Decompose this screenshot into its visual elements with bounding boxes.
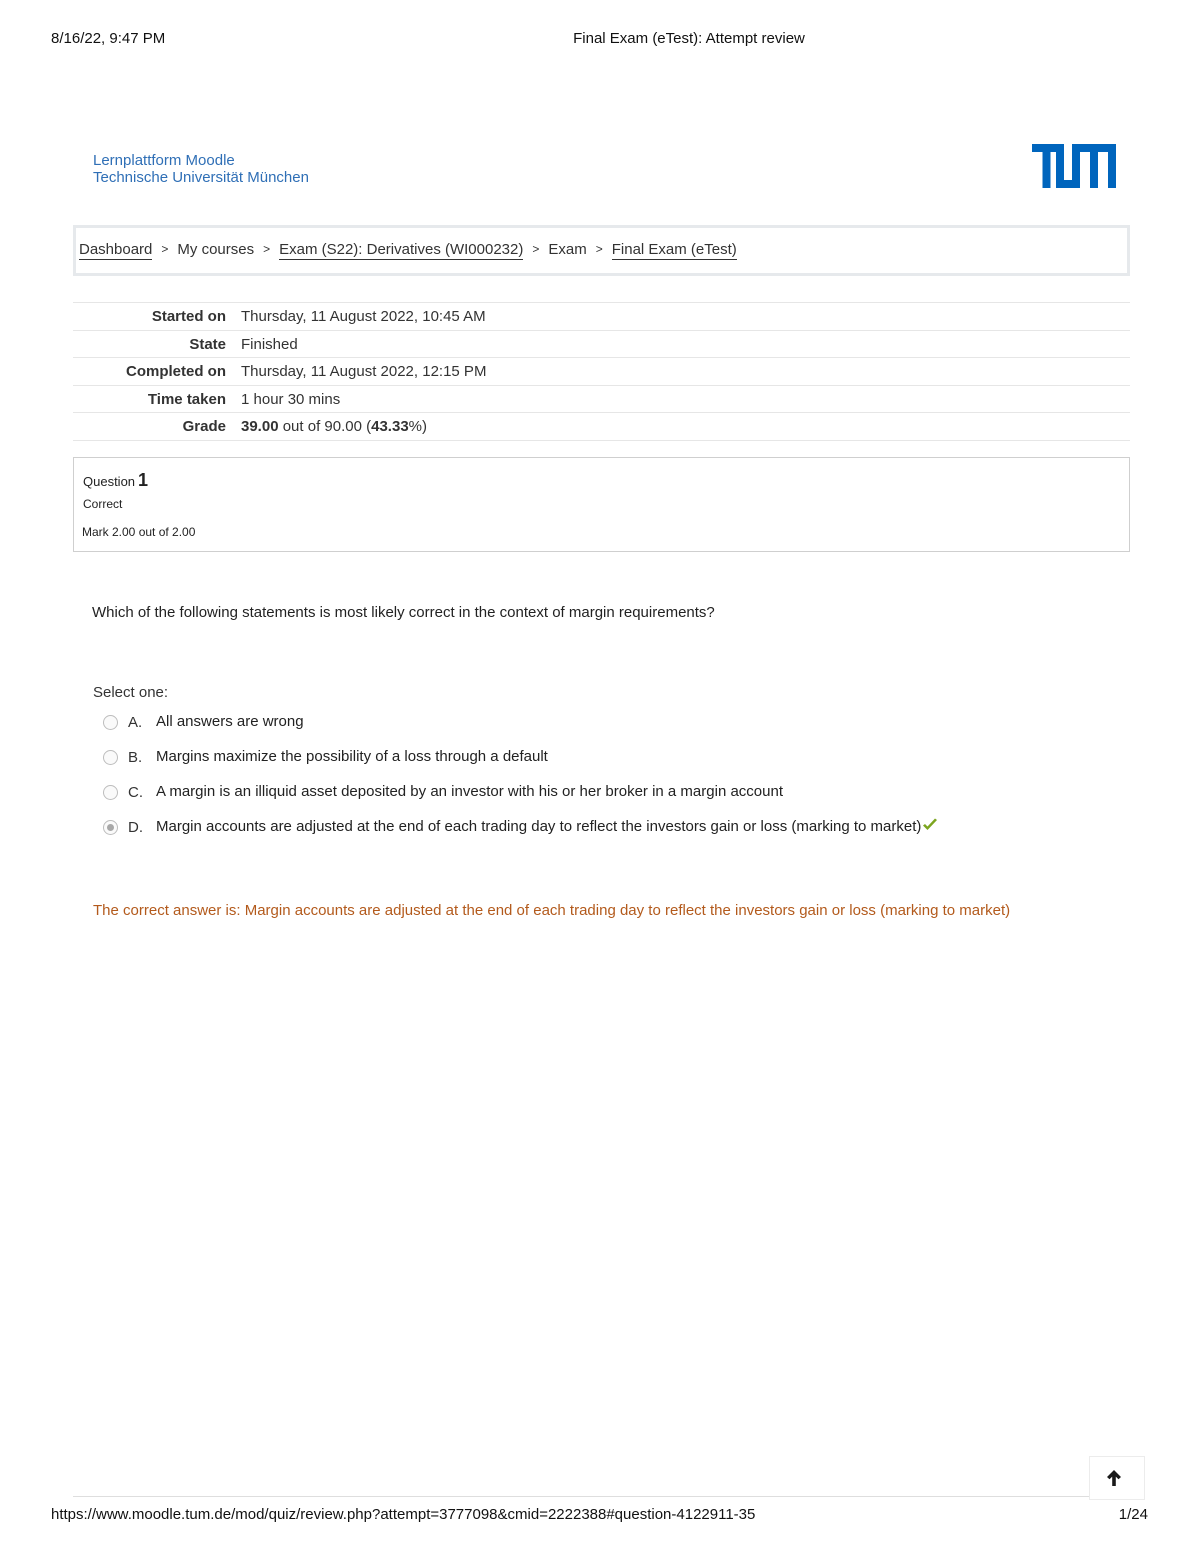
option-text: A margin is an illiquid asset deposited by an investor with his or her broker in a margin account [156, 783, 783, 800]
question-number-value: 1 [138, 470, 149, 490]
summary-row-state [73, 331, 1130, 359]
option-text: Margins maximize the possibility of a loss through a default [156, 748, 548, 765]
check-icon [922, 818, 938, 832]
summary-label: Grade [182, 418, 226, 435]
breadcrumb-my-courses: My courses [177, 241, 255, 258]
print-footer-page: 1/24 [1118, 1506, 1148, 1523]
summary-label: Time taken [147, 390, 226, 408]
summary-value: Finished [241, 335, 298, 353]
summary-value: Thursday, 11 August 2022, 12:15 PM [241, 363, 487, 380]
breadcrumb-course[interactable]: Exam (S22): Derivatives (WI000232) [279, 241, 524, 258]
footer-divider [73, 1496, 1089, 1497]
attempt-summary-table [73, 302, 1130, 441]
question-state: Correct [83, 497, 123, 511]
question-grade: Mark 2.00 out of 2.00 [82, 525, 196, 539]
breadcrumb-separator: > [263, 242, 271, 256]
grade-percent-suffix: %) [408, 418, 428, 435]
summary-row-completed [73, 358, 1130, 386]
grade-value [241, 418, 427, 435]
site-brand[interactable] [93, 152, 309, 186]
option-letter: C. [128, 784, 143, 801]
back-to-top-button[interactable] [1089, 1456, 1145, 1500]
option-letter: A. [128, 714, 143, 731]
summary-row-time-taken [73, 386, 1130, 414]
breadcrumb-separator: > [161, 242, 169, 256]
option-text: All answers are wrong [156, 713, 304, 730]
summary-value: 1 hour 30 mins [241, 390, 341, 408]
breadcrumb-dashboard[interactable]: Dashboard [79, 241, 153, 258]
summary-value: Thursday, 11 August 2022, 10:45 AM [241, 308, 486, 325]
brand-line-2: Technische Universität München [93, 169, 309, 186]
option-text-selected [156, 818, 938, 835]
breadcrumb-list [79, 241, 737, 258]
print-header-date: 8/16/22, 9:47 PM [51, 30, 166, 47]
correct-answer-feedback: The correct answer is: Margin accounts are adjusted at the end of each trading day to reflect the investors gain or loss (marking to market) [93, 902, 1011, 919]
grade-out-of: out of 90.00 ( [278, 418, 372, 435]
question-text: Which of the following statements is most likely correct in the context of margin requirements? [92, 604, 715, 621]
breadcrumb-separator: > [595, 242, 603, 256]
option-letter: B. [128, 749, 143, 766]
breadcrumb-separator: > [532, 242, 540, 256]
arrow-up-icon [1105, 1469, 1123, 1487]
option-letter: D. [128, 819, 143, 836]
breadcrumb-exam: Exam [548, 241, 587, 258]
print-header-title: Final Exam (eTest): Attempt review [573, 30, 805, 47]
summary-label: State [189, 335, 226, 353]
breadcrumb-final-exam[interactable]: Final Exam (eTest) [611, 241, 737, 258]
question-info-box [73, 457, 1130, 552]
grade-score: 39.00 [241, 418, 279, 435]
question-number [83, 470, 148, 491]
breadcrumb [73, 225, 1130, 276]
summary-row-grade [73, 413, 1130, 441]
print-footer-url: https://www.moodle.tum.de/mod/quiz/review.php?attempt=3777098&cmid=2222388#question-4122911-35 [51, 1506, 756, 1523]
radio-button-selected[interactable] [103, 820, 118, 835]
select-one-prompt: Select one: [93, 684, 169, 701]
grade-percent: 43.33 [371, 418, 409, 435]
brand-line-1: Lernplattform Moodle [93, 152, 235, 169]
question-label: Question [83, 474, 136, 489]
radio-button[interactable] [103, 750, 118, 765]
summary-label: Started on [151, 308, 226, 325]
summary-row-started [73, 303, 1130, 331]
tum-logo[interactable] [1032, 144, 1116, 188]
option-text: Margin accounts are adjusted at the end of each trading day to reflect the investors gain or loss (marking to market) [156, 818, 922, 835]
radio-button[interactable] [103, 715, 118, 730]
summary-label: Completed on [126, 363, 226, 380]
radio-button[interactable] [103, 785, 118, 800]
